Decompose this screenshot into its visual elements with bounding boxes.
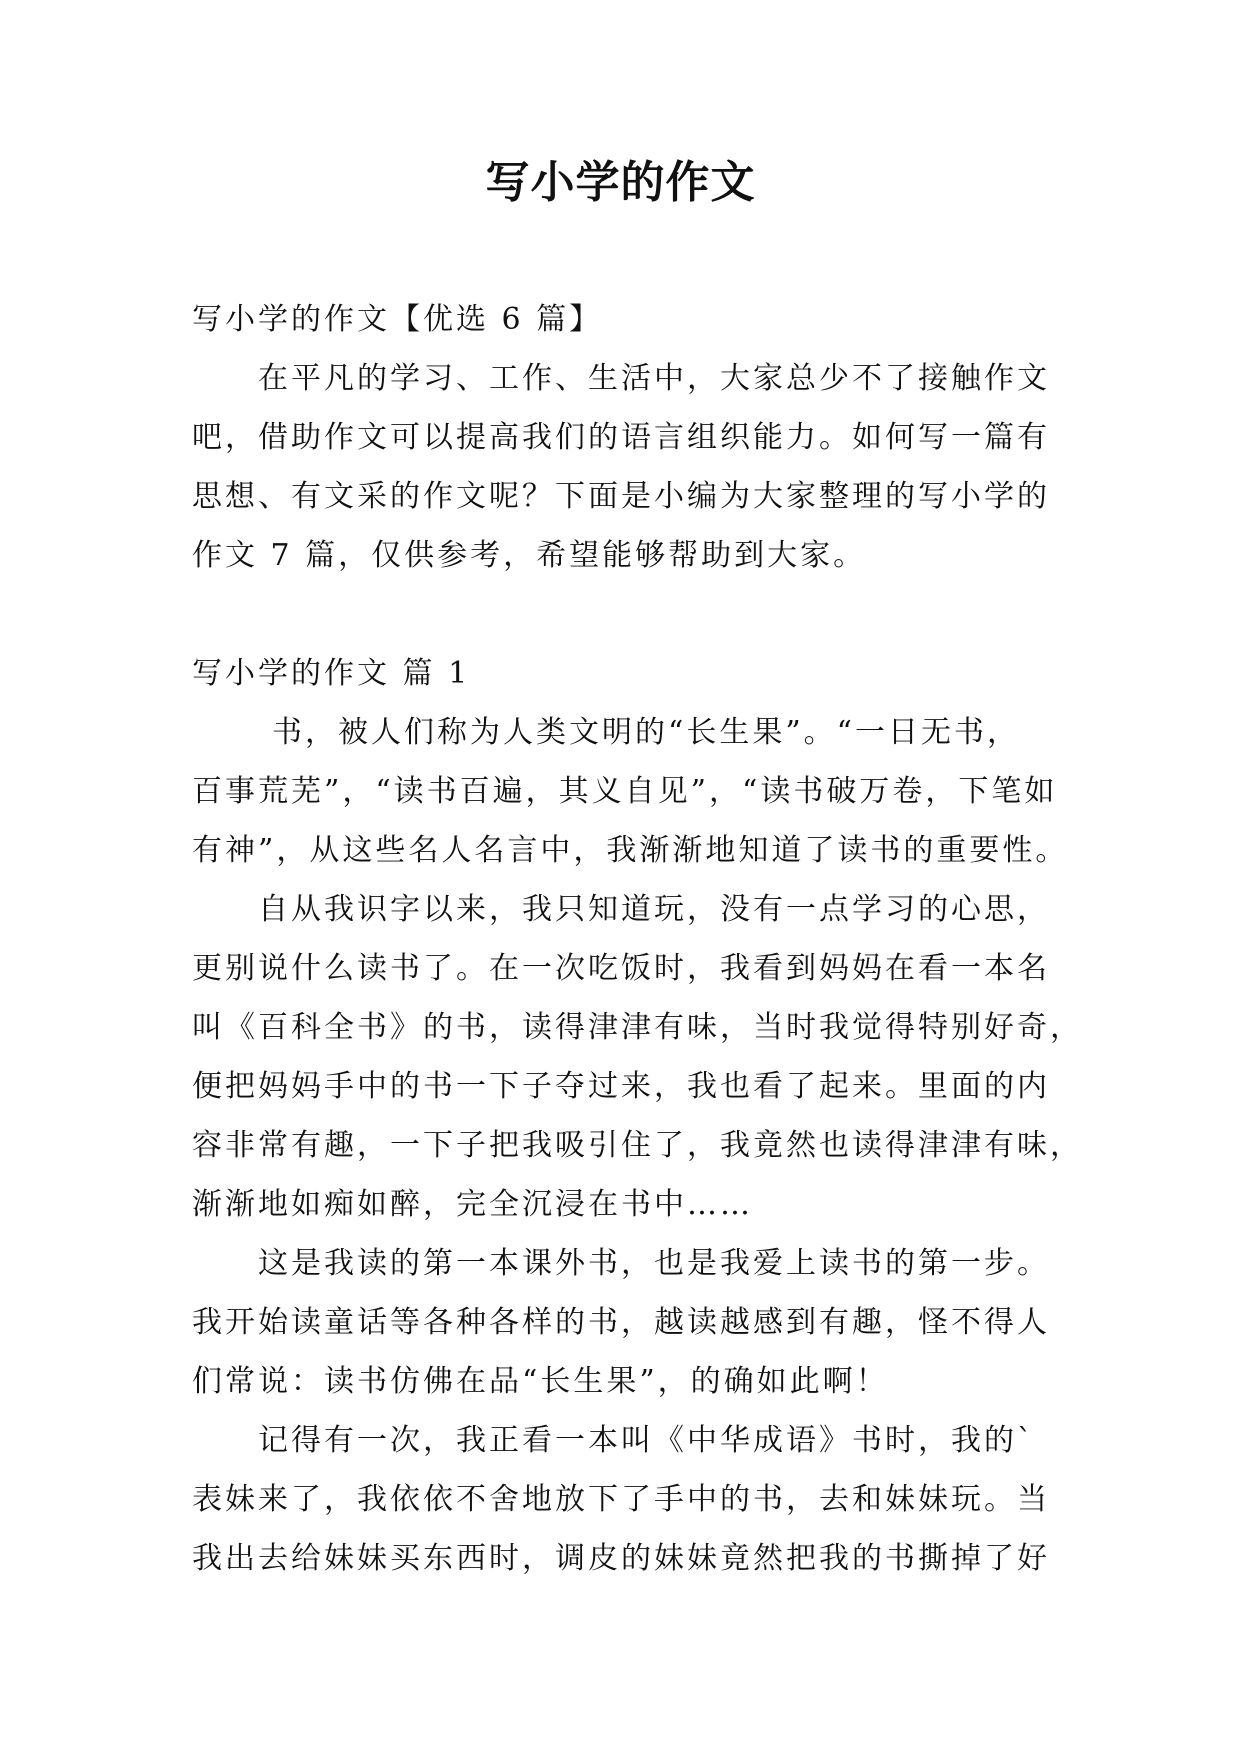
intro-heading: 写小学的作文【优选 6 篇】 [192, 302, 603, 337]
paragraph-line: 有神”，从这些名人名言中，我渐渐地知道了读书的重要性。 [192, 833, 1069, 868]
intro-line: 思想、有文采的作文呢？下面是小编为大家整理的写小学的 [192, 479, 1050, 514]
intro-line: 吧，借助作文可以提高我们的语言组织能力。如何写一篇有 [192, 420, 1050, 455]
article-heading: 写小学的作文 篇 1 [192, 656, 471, 691]
intro-paragraph [192, 349, 1072, 585]
paragraph-line: 容非常有趣，一下子把我吸引住了，我竟然也读得津津有味， [192, 1128, 1083, 1163]
paragraph-line: 这是我读的第一本课外书，也是我爱上读书的第一步。 [258, 1246, 1050, 1281]
intro-line: 作文 7 篇，仅供参考，希望能够帮助到大家。 [192, 538, 867, 573]
article-paragraph-4 [192, 1411, 1072, 1588]
paragraph-line: 们常说：读书仿佛在品“长生果”，的确如此啊！ [192, 1364, 889, 1399]
paragraph-line: 叫《百科全书》的书，读得津津有味，当时我觉得特别好奇， [192, 1010, 1083, 1045]
article-paragraph-3 [192, 1234, 1072, 1411]
paragraph-line: 书，被人们称为人类文明的“长生果”。“一日无书， [272, 715, 1021, 750]
paragraph-line: 我开始读童话等各种各样的书，越读越感到有趣，怪不得人 [192, 1305, 1050, 1340]
paragraph-line: 表妹来了，我依依不舍地放下了手中的书，去和妹妹玩。当 [192, 1482, 1050, 1517]
paragraph-line: 记得有一次，我正看一本叫《中华成语》书时，我的` [258, 1423, 1035, 1458]
paragraph-line: 自从我识字以来，我只知道玩，没有一点学习的心思， [258, 892, 1050, 927]
paragraph-line: 百事荒芜”，“读书百遍，其义自见”，“读书破万卷，下笔如 [192, 774, 1058, 809]
paragraph-line: 渐渐地如痴如醉，完全沉浸在书中…… [192, 1187, 753, 1222]
paragraph-line: 更别说什么读书了。在一次吃饭时，我看到妈妈在看一本名 [192, 951, 1050, 986]
article-paragraph-2 [192, 880, 1083, 1234]
document-body [192, 290, 1083, 1588]
document-title: 写小学的作文 [485, 157, 756, 208]
intro-line: 在平凡的学习、工作、生活中，大家总少不了接触作文 [258, 361, 1050, 396]
section-spacer [192, 585, 1072, 644]
article-paragraph-1 [192, 703, 1072, 880]
paragraph-line: 我出去给妹妹买东西时，调皮的妹妹竟然把我的书撕掉了好 [192, 1541, 1050, 1576]
paragraph-line: 便把妈妈手中的书一下子夺过来，我也看了起来。里面的内 [192, 1069, 1050, 1104]
